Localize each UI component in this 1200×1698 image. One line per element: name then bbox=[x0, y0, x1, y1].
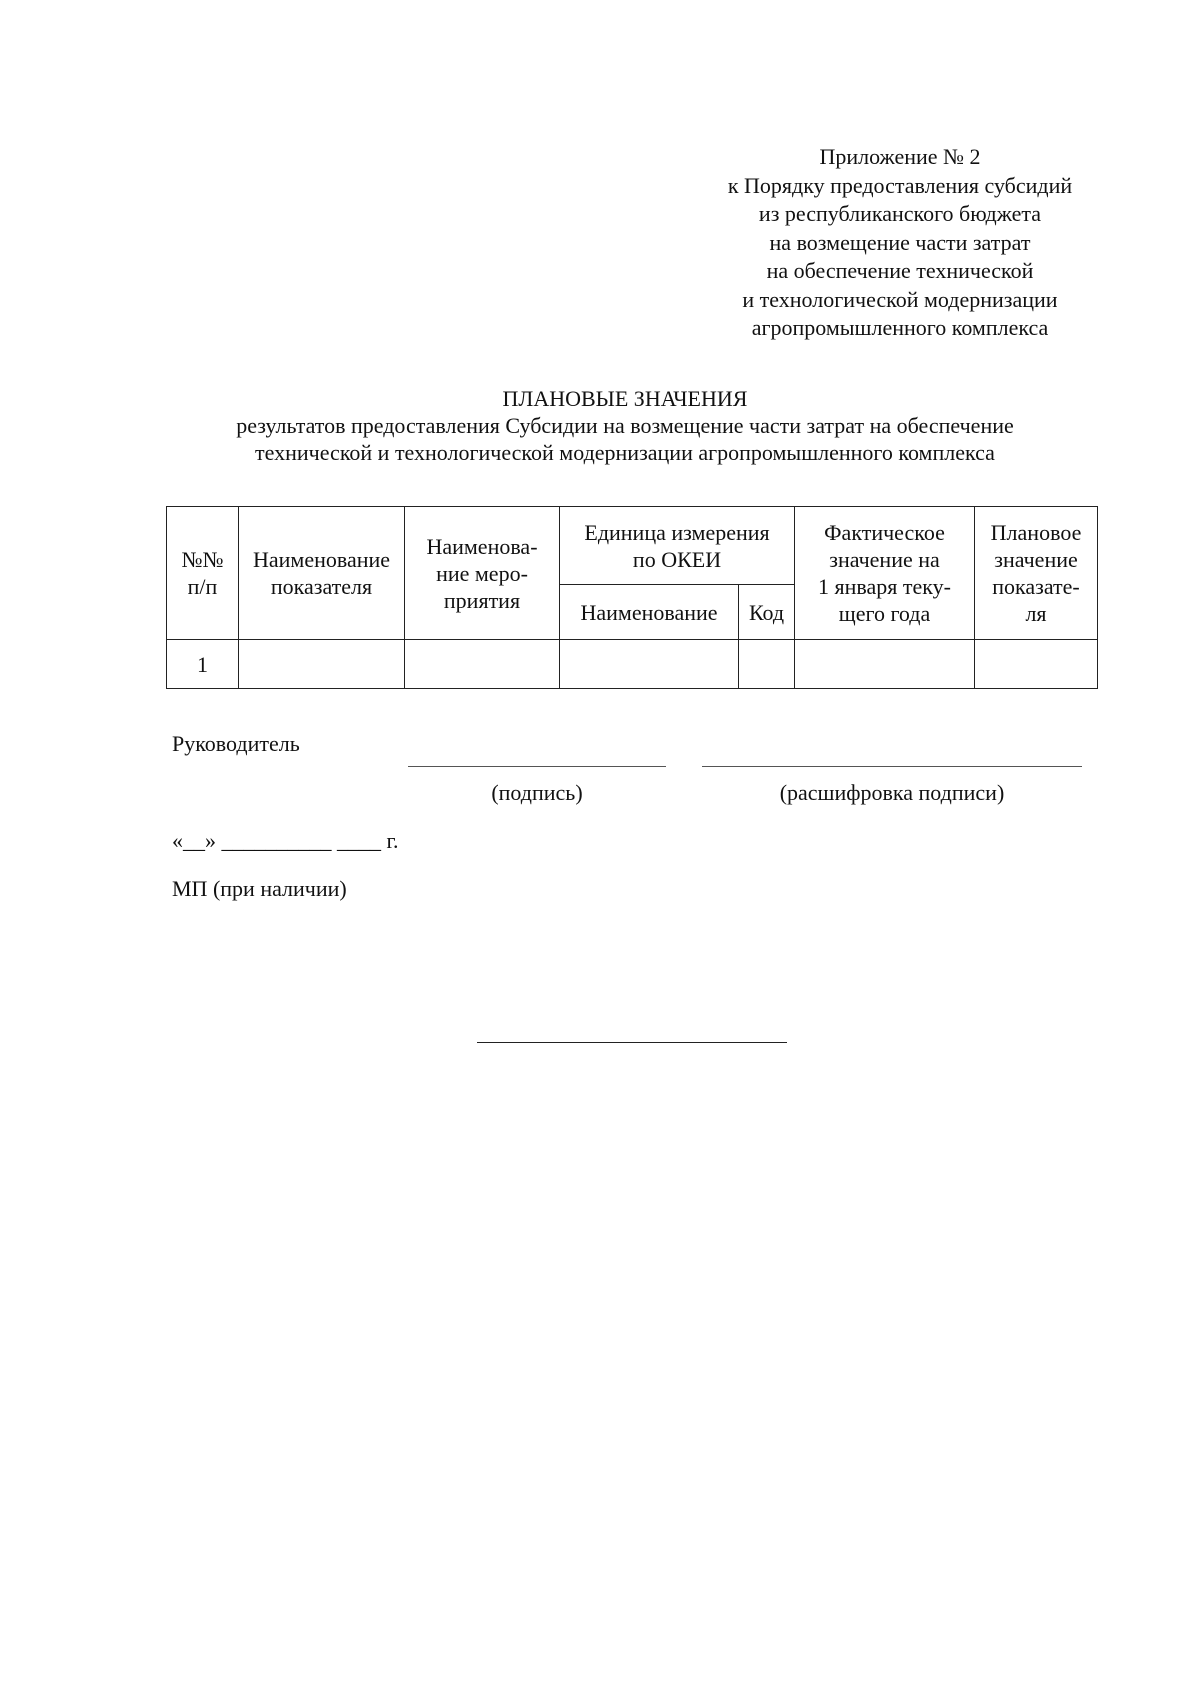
title-subtitle: технической и технологической модернизации агропромышленного комплекса bbox=[255, 440, 995, 465]
cell-unit-name[interactable] bbox=[560, 640, 739, 689]
header-indicator: Наименование показателя bbox=[239, 507, 405, 640]
appendix-line: на возмещение части затрат bbox=[769, 229, 1031, 255]
signature-line[interactable] bbox=[408, 766, 666, 767]
header-unit-code: Код bbox=[739, 585, 795, 640]
header-unit-name: Наименование bbox=[560, 585, 739, 640]
header-actual: Фактическое значение на 1 января теку- щего года bbox=[795, 507, 975, 640]
header-event: Наименова- ние меро- приятия bbox=[405, 507, 560, 640]
cell-event[interactable] bbox=[405, 640, 560, 689]
title-subtitle: результатов предоставления Субсидии на возмещение части затрат на обеспечение bbox=[236, 413, 1014, 438]
appendix-line: и технологической модернизации bbox=[742, 286, 1058, 312]
header-planned: Плановое значение показате- ля bbox=[975, 507, 1098, 640]
appendix-line: на обеспечение технической bbox=[766, 258, 1034, 283]
signature-caption: (подпись) bbox=[491, 780, 583, 805]
cell-unit-code[interactable] bbox=[739, 640, 795, 689]
document-title bbox=[100, 385, 1150, 466]
cell-indicator[interactable] bbox=[239, 640, 405, 689]
cell-actual[interactable] bbox=[795, 640, 975, 689]
signature-decoding-line[interactable] bbox=[702, 766, 1082, 767]
table-row bbox=[167, 640, 1098, 689]
date-line: «__» __________ ____ г. bbox=[172, 828, 399, 853]
planned-values-table bbox=[166, 506, 1098, 689]
appendix-line: из республиканского бюджета bbox=[758, 201, 1042, 226]
head-label: Руководитель bbox=[172, 731, 300, 756]
title-heading: ПЛАНОВЫЕ ЗНАЧЕНИЯ bbox=[502, 386, 748, 411]
header-unit: Единица измерения по ОКЕИ bbox=[560, 507, 795, 585]
appendix-line: агропромышленного комплекса bbox=[751, 315, 1049, 340]
table-header-row bbox=[167, 507, 1098, 585]
stamp-label: МП (при наличии) bbox=[172, 876, 347, 901]
decoding-caption: (расшифровка подписи) bbox=[779, 780, 1005, 805]
header-num: №№ п/п bbox=[167, 507, 239, 640]
closing-divider bbox=[477, 1042, 787, 1043]
cell-num: 1 bbox=[167, 640, 239, 689]
appendix-line: Приложение № 2 bbox=[819, 144, 981, 169]
cell-planned[interactable] bbox=[975, 640, 1098, 689]
appendix-header bbox=[640, 143, 1160, 343]
appendix-line: к Порядку предоставления субсидий bbox=[727, 172, 1073, 198]
